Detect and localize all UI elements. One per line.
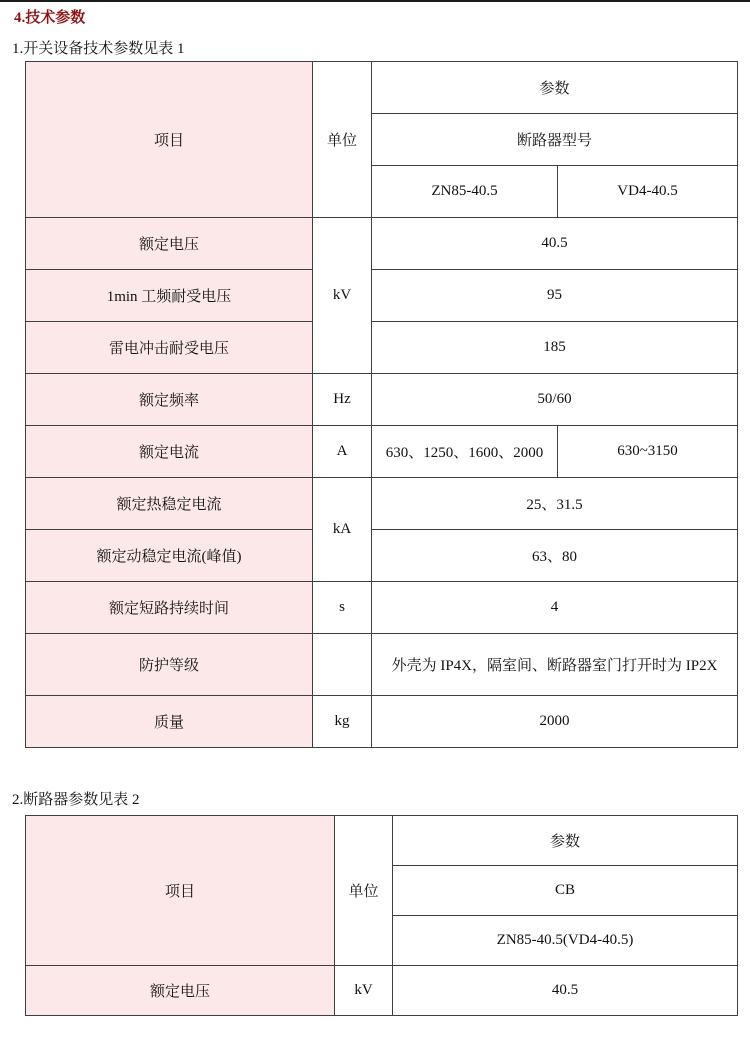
table-row <box>26 530 738 582</box>
item-cell: 额定电压 <box>26 218 313 270</box>
unit-cell: Hz <box>313 374 372 426</box>
switchgear-params-table <box>25 61 738 748</box>
value-cell: 40.5 <box>372 218 738 270</box>
breaker-model-header-cell: 断路器型号 <box>372 114 738 166</box>
section-heading: 4.技术参数 <box>14 10 86 26</box>
table-row <box>26 816 738 866</box>
param-header-cell: 参数 <box>393 816 738 866</box>
value-cell: 2000 <box>372 696 738 748</box>
value-cell-vd4: 630~3150 <box>558 426 738 478</box>
model-zn85-header-cell: ZN85-40.5 <box>372 166 558 218</box>
item-cell: 额定热稳定电流 <box>26 478 313 530</box>
unit-header-cell: 单位 <box>313 62 372 218</box>
value-cell: 外壳为 IP4X，隔室间、断路器室门打开时为 IP2X <box>372 634 738 696</box>
table-row <box>26 322 738 374</box>
item-cell: 额定短路持续时间 <box>26 582 313 634</box>
item-cell: 额定电流 <box>26 426 313 478</box>
param-header-cell: 参数 <box>372 62 738 114</box>
model-header-cell: ZN85-40.5(VD4-40.5) <box>393 916 738 966</box>
unit-cell: kg <box>313 696 372 748</box>
item-cell: 防护等级 <box>26 634 313 696</box>
table1-caption: 1.开关设备技术参数见表 1 <box>12 41 185 57</box>
table-row <box>26 218 738 270</box>
unit-header-cell: 单位 <box>335 816 393 966</box>
item-header-cell: 项目 <box>26 62 313 218</box>
table-row <box>26 270 738 322</box>
unit-cell: kA <box>313 478 372 582</box>
item-cell: 额定动稳定电流(峰值) <box>26 530 313 582</box>
value-cell: 4 <box>372 582 738 634</box>
item-cell: 1min 工频耐受电压 <box>26 270 313 322</box>
value-cell: 63、80 <box>372 530 738 582</box>
value-cell: 95 <box>372 270 738 322</box>
item-header-cell: 项目 <box>26 816 335 966</box>
table-row <box>26 696 738 748</box>
unit-cell: s <box>313 582 372 634</box>
item-cell: 额定电压 <box>26 966 335 1016</box>
item-cell: 雷电冲击耐受电压 <box>26 322 313 374</box>
unit-cell <box>313 634 372 696</box>
table-row <box>26 634 738 696</box>
table-row <box>26 374 738 426</box>
unit-cell: A <box>313 426 372 478</box>
table-row <box>26 582 738 634</box>
item-cell: 质量 <box>26 696 313 748</box>
table2-caption: 2.断路器参数见表 2 <box>12 792 140 808</box>
table-row <box>26 478 738 530</box>
model-vd4-header-cell: VD4-40.5 <box>558 166 738 218</box>
table-row <box>26 62 738 114</box>
unit-cell: kV <box>313 218 372 374</box>
value-cell: 185 <box>372 322 738 374</box>
unit-cell: kV <box>335 966 393 1016</box>
item-cell: 额定频率 <box>26 374 313 426</box>
value-cell: 50/60 <box>372 374 738 426</box>
page-top-rule <box>0 0 750 2</box>
breaker-params-table <box>25 815 738 1016</box>
table-row <box>26 426 738 478</box>
value-cell: 25、31.5 <box>372 478 738 530</box>
table-row <box>26 966 738 1016</box>
value-cell: 40.5 <box>393 966 738 1016</box>
cb-header-cell: CB <box>393 866 738 916</box>
value-cell-zn85: 630、1250、1600、2000 <box>372 426 558 478</box>
